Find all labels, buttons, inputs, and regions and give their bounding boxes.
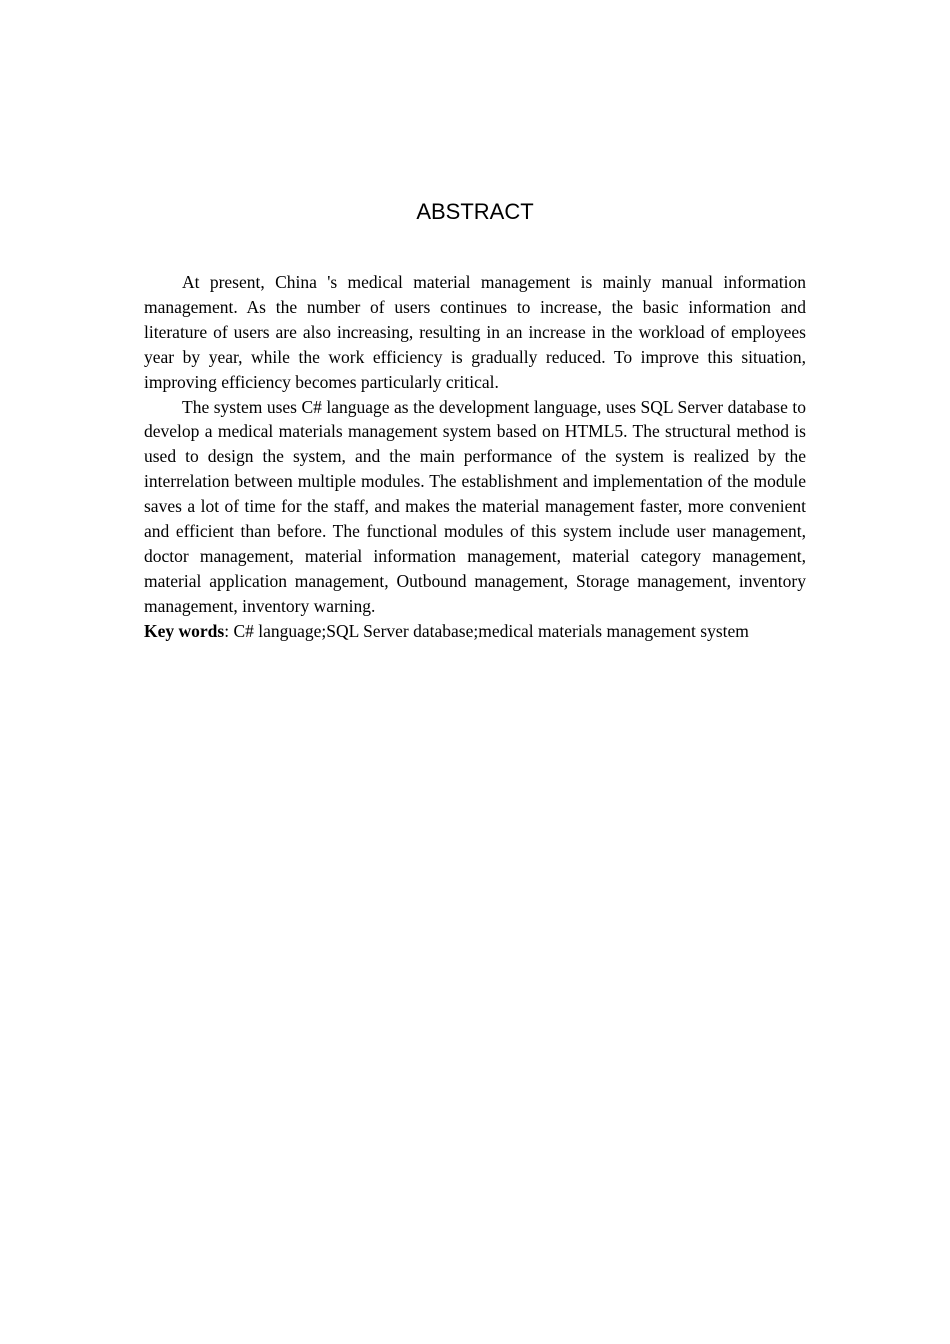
abstract-title: ABSTRACT (416, 199, 534, 224)
keywords-separator: : (224, 620, 234, 641)
keywords-label: Key words (144, 620, 225, 641)
keywords-value: C# language;SQL Server database;medical materials management system (233, 620, 749, 641)
abstract-paragraph-2: The system uses C# language as the development language, uses SQL Server database to develop a medical materials management system based on HTML5. The structural method is used to design the system, and the main performance of the system is realized by the interrelation between multiple modules. The establishment and implementation of the module saves a lot of time for the staff, and makes the material management faster, more convenient and efficient than before. The functional modules of this system include user management, doctor management, material information management, material category management, material application management, Outbound management, Storage management, inventory management, inventory warning. (144, 396, 806, 616)
abstract-paragraph-1: At present, China 's medical material management is mainly manual information management. As the number of users continues to increase, the basic information and literature of users are also increasing, resulting in an increase in the workload of employees year by year, while the work efficiency is gradually reduced. To improve this situation, improving efficiency becomes particularly critical. (144, 272, 806, 392)
keywords-line (144, 619, 806, 644)
abstract-body (144, 270, 806, 644)
